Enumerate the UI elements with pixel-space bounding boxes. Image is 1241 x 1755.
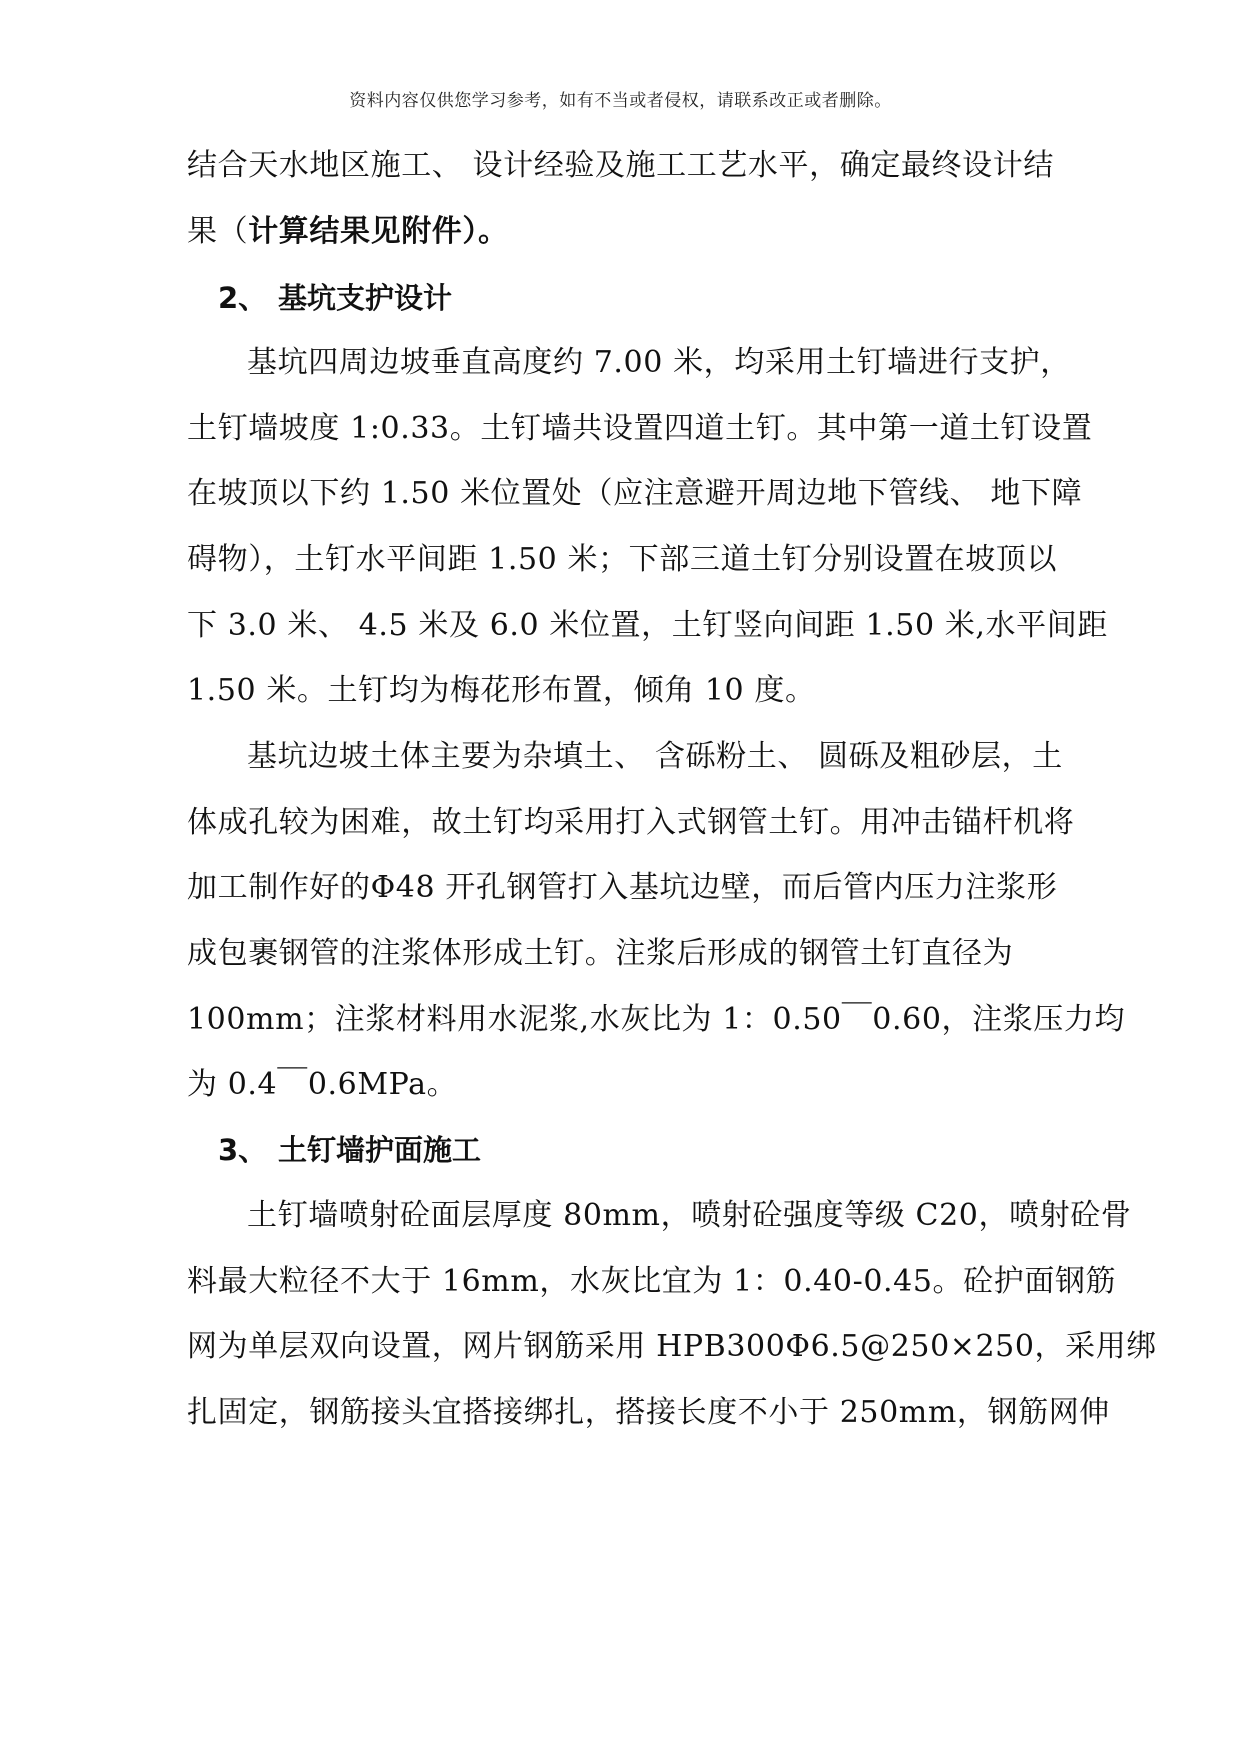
section-title: 土钉墙护面施工 (278, 1133, 482, 1167)
body-line (187, 212, 509, 252)
body-line: 下 3.0 米、 4.5 米及 6.0 米位置，土钉竖向间距 1.50 米,水平间距 (187, 608, 1108, 643)
body-line: 土钉墙喷射砼面层厚度 80mm，喷射砼强度等级 C20，喷射砼骨 (247, 1198, 1132, 1233)
body-line: 成包裹钢管的注浆体形成土钉。注浆后形成的钢管土钉直径为 (187, 936, 1014, 971)
body-line: 结合天水地区施工、 设计经验及施工工艺水平，确定最终设计结 (187, 148, 1054, 183)
body-line: 加工制作好的Φ48 开孔钢管打入基坑边壁，而后管内压力注浆形 (187, 870, 1058, 905)
body-line: 扎固定，钢筋接头宜搭接绑扎，搭接长度不小于 250mm，钢筋网伸 (187, 1395, 1110, 1430)
body-line: 体成孔较为困难，故土钉均采用打入式钢管土钉。用冲击锚杆机将 (187, 805, 1075, 840)
body-line: 为 0.4￣0.6MPa。 (187, 1067, 458, 1102)
body-line: 在坡顶以下约 1.50 米位置处（应注意避开周边地下管线、 地下障 (187, 476, 1083, 511)
body-line: 100mm；注浆材料用水泥浆,水灰比为 1：0.50￣0.60，注浆压力均 (187, 1002, 1126, 1037)
page-header: 资料内容仅供您学习参考，如有不当或者侵权，请联系改正或者删除。 (349, 91, 892, 111)
bold-reference: 计算结果见附件）。 (248, 214, 509, 249)
body-line: 1.50 米。土钉均为梅花形布置，倾角 10 度。 (187, 673, 816, 708)
section-number: 3、 (218, 1133, 268, 1167)
section-heading (218, 278, 452, 318)
body-line: 基坑边坡土体主要为杂填土、 含砾粉土、 圆砾及粗砂层，土 (247, 739, 1063, 774)
body-line: 土钉墙坡度 1:0.33。土钉墙共设置四道土钉。其中第一道土钉设置 (187, 411, 1093, 446)
body-line: 料最大粒径不大于 16mm，水灰比宜为 1：0.40-0.45。砼护面钢筋 (187, 1264, 1117, 1299)
section-number: 2、 (218, 281, 268, 315)
section-heading (218, 1130, 481, 1170)
body-line: 碍物），土钉水平间距 1.50 米；下部三道土钉分别设置在坡顶以 (187, 542, 1058, 577)
body-text: 果（ (187, 214, 249, 249)
section-title: 基坑支护设计 (278, 281, 453, 315)
body-line: 网为单层双向设置，网片钢筋采用 HPB300Φ6.5@250×250，采用绑 (187, 1329, 1157, 1364)
body-line: 基坑四周边坡垂直高度约 7.00 米，均采用土钉墙进行支护， (247, 345, 1071, 380)
